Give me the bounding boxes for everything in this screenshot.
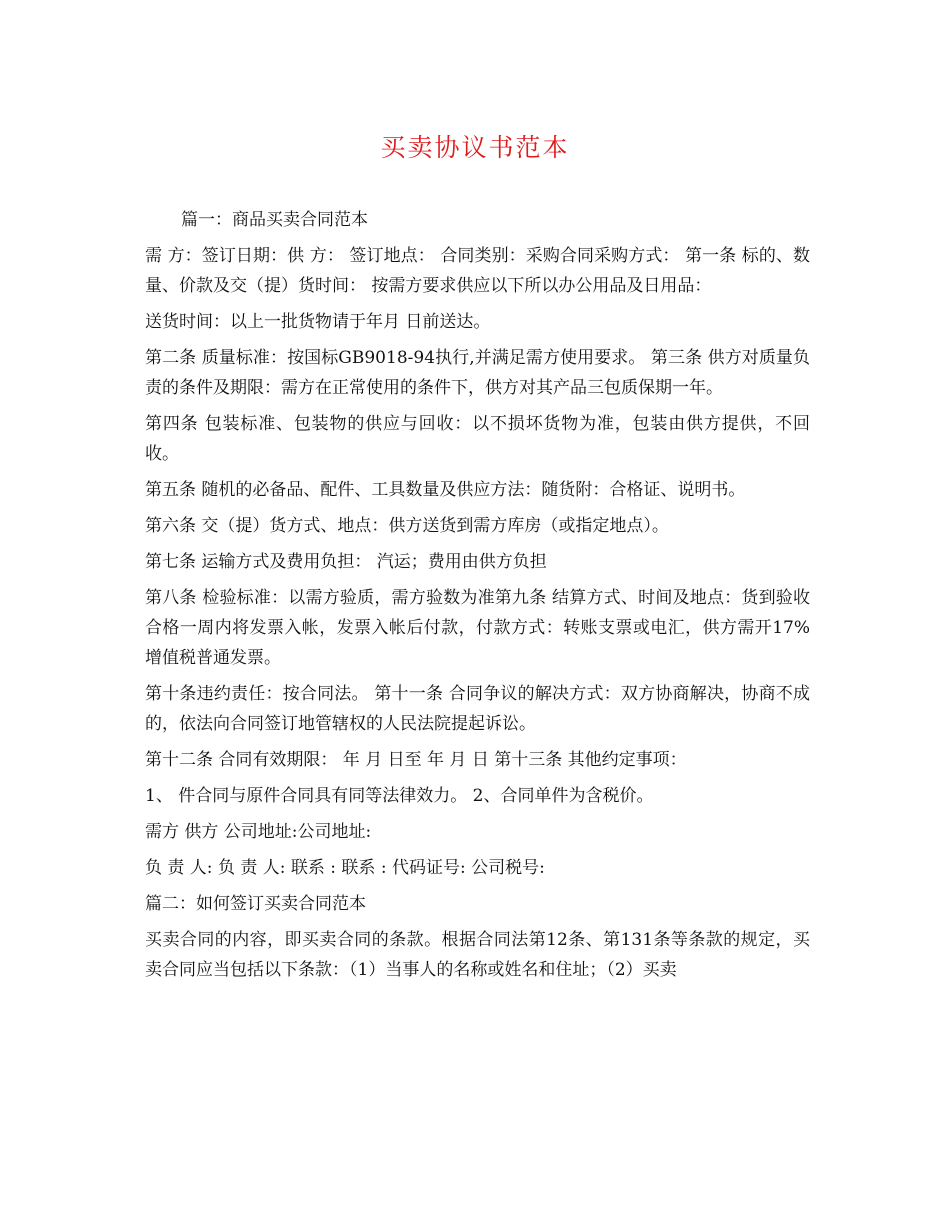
paragraph: 第四条 包装标准、包装物的供应与回收：以不损坏货物为准，包装由供方提供，不回收。 [145,414,810,464]
paragraph: 第二条 质量标准：按国标GB9018-94执行,并满足需方使用要求。 第三条 供方对质量负责的条件及期限：需方在正常使用的条件下，供方对其产品三包质保期一年。 [145,348,810,398]
paragraph: 需 方：签订日期：供 方： 签订地点： 合同类别：采购合同采购方式： 第一条 标的、数量、价款及交（提）货时间： 按需方要求供应以下所以办公用品及日用品： [145,246,810,296]
paragraph: 第六条 交（提）货方式、地点：供方送货到需方库房（或指定地点）。 [145,516,669,536]
paragraph: 第五条 随机的必备品、配件、工具数量及供应方法：随货附：合格证、说明书。 [145,480,746,500]
paragraph: 负 责 人: 负 责 人: 联系 : 联系 : 代码证号: 公司税号: [145,858,545,878]
section-heading-1: 篇一：商品买卖合同范本 [181,210,368,230]
document-body [145,205,810,991]
section-heading-2: 篇二：如何签订买卖合同范本 [145,894,366,914]
paragraph: 第十二条 合同有效期限： 年 月 日至 年 月 日 第十三条 其他约定事项： [145,750,687,770]
paragraph: 1、 件合同与原件合同具有同等法律效力。 2、合同单件为含税价。 [145,786,654,806]
paragraph: 第八条 检验标准：以需方验质，需方验数为准第九条 结算方式、时间及地点：货到验收合格一周内将发票入帐，发票入帐后付款，付款方式：转账支票或电汇，供方需开17%增值税普通发票。 [145,588,810,668]
paragraph: 第七条 运输方式及费用负担： 汽运；费用由供方负担 [145,552,547,572]
paragraph: 第十条违约责任：按合同法。 第十一条 合同争议的解决方式：双方协商解决，协商不成的，依法向合同签订地管辖权的人民法院提起诉讼。 [145,684,810,734]
paragraph: 买卖合同的内容，即买卖合同的条款。根据合同法第12条、第131条等条款的规定，买卖合同应当包括以下条款：（1）当事人的名称或姓名和住址；（2）买卖 [145,930,810,980]
paragraph: 送货时间：以上一批货物请于年月 日前送达。 [145,312,491,332]
paragraph: 需方 供方 公司地址:公司地址: [145,822,372,842]
document-title: 买卖协议书范本 [380,133,570,162]
